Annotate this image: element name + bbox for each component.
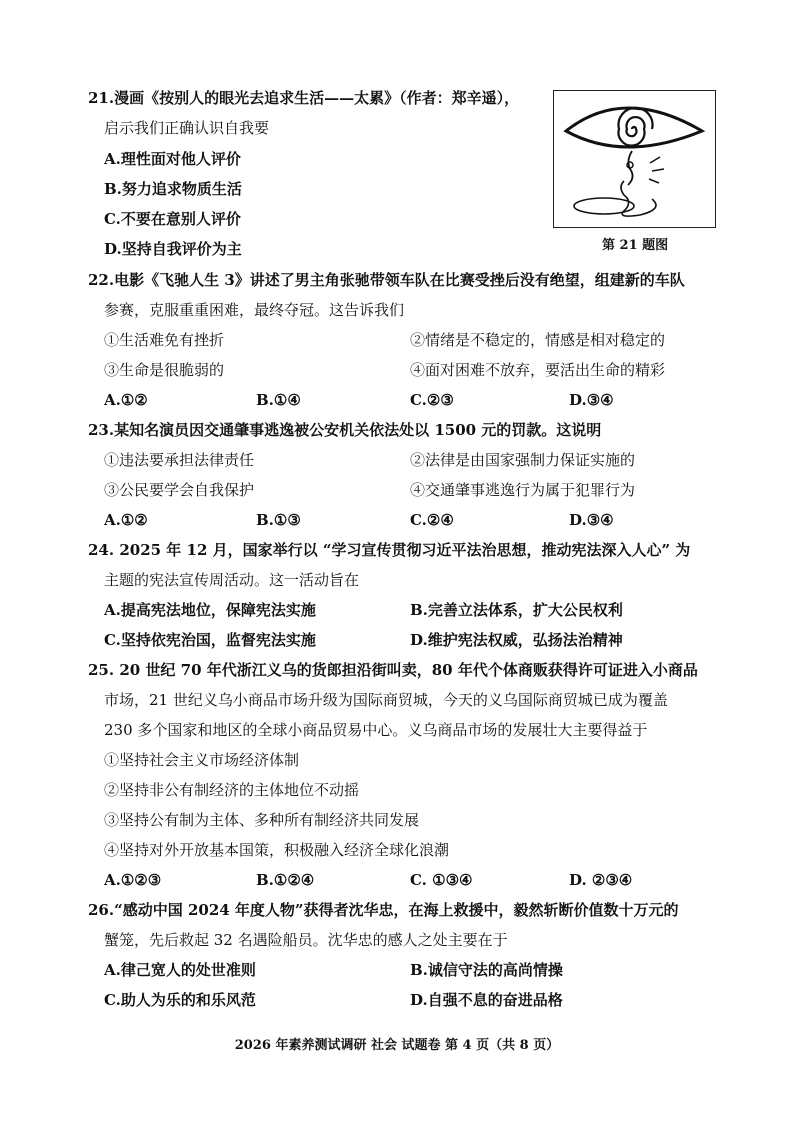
q21-cartoon-figure <box>553 90 716 228</box>
q23-option-d: D.③④ <box>569 511 614 529</box>
q22-option-b: B.①④ <box>256 391 301 409</box>
q26-option-c: C.助人为乐的和乐风范 <box>104 991 256 1009</box>
q21-option-d: D.坚持自我评价为主 <box>104 240 242 258</box>
q23-stem: 23.某知名演员因交通肇事逃逸被公安机关依法处以 1500 元的罚款。这说明 <box>88 421 602 439</box>
q25-item-1: ①坚持社会主义市场经济体制 <box>104 751 300 769</box>
q21-option-a: A.理性面对他人评价 <box>104 150 241 168</box>
q22-stem: 22.电影《飞驰人生 3》讲述了男主角张驰带领车队在比赛受挫后没有绝望，组建新的车队 <box>88 271 685 289</box>
q24-option-c: C.坚持依宪治国，监督宪法实施 <box>104 631 316 649</box>
q25-option-d: D. ②③④ <box>569 871 633 889</box>
q24-option-a: A.提高宪法地位，保障宪法实施 <box>104 601 316 619</box>
q23-item-3: ③公民要学会自我保护 <box>104 481 255 499</box>
q25-item-4: ④坚持对外开放基本国策，积极融入经济全球化浪潮 <box>104 841 450 859</box>
q22-item-1: ①生活难免有挫折 <box>104 331 225 349</box>
q25-item-3: ③坚持公有制为主体、多种所有制经济共同发展 <box>104 811 420 829</box>
q22-option-c: C.②③ <box>410 391 454 409</box>
eye-cartoon-illustration <box>554 91 714 226</box>
q21-figure-caption: 第 21 题图 <box>602 238 669 253</box>
q26-stem: 26.“感动中国 2024 年度人物”获得者沈华忠，在海上救援中，毅然斩断价值数十万元的 <box>88 901 679 919</box>
q24-option-b: B.完善立法体系，扩大公民权利 <box>410 601 623 619</box>
q25-option-b: B.①②④ <box>256 871 315 889</box>
q21-stem-line2: 启示我们正确认识自我要 <box>104 119 270 137</box>
q25-stem-line2: 市场，21 世纪义乌小商品市场升级为国际商贸城，今天的义乌国际商贸城已成为覆盖 <box>104 691 668 709</box>
q22-item-2: ②情绪是不稳定的，情感是相对稳定的 <box>410 331 666 349</box>
q23-option-b: B.①③ <box>256 511 301 529</box>
q26-stem-line2: 蟹笼，先后救起 32 名遇险船员。沈华忠的感人之处主要在于 <box>104 931 508 949</box>
q24-stem: 24. 2025 年 12 月，国家举行以 “学习宣传贯彻习近平法治思想，推动宪法深入人心” 为 <box>88 541 691 559</box>
q26-option-a: A.律己宽人的处世准则 <box>104 961 256 979</box>
q26-option-b: B.诚信守法的高尚情操 <box>410 961 563 979</box>
q24-stem-line2: 主题的宪法宣传周活动。这一活动旨在 <box>104 571 360 589</box>
q25-stem-line3: 230 多个国家和地区的全球小商品贸易中心。义乌商品市场的发展壮大主要得益于 <box>104 721 648 739</box>
page-footer: 2026 年素养测试调研 社会 试题卷 第 4 页（共 8 页） <box>234 1038 560 1053</box>
q23-option-a: A.①② <box>104 511 148 529</box>
q22-item-4: ④面对困难不放弃，要活出生命的精彩 <box>410 361 666 379</box>
q25-item-2: ②坚持非公有制经济的主体地位不动摇 <box>104 781 360 799</box>
q22-item-3: ③生命是很脆弱的 <box>104 361 225 379</box>
q23-option-c: C.②④ <box>410 511 454 529</box>
q23-item-1: ①违法要承担法律责任 <box>104 451 255 469</box>
q24-option-d: D.维护宪法权威，弘扬法治精神 <box>410 631 623 649</box>
q22-option-a: A.①② <box>104 391 148 409</box>
q26-option-d: D.自强不息的奋进品格 <box>410 991 563 1009</box>
q22-option-d: D.③④ <box>569 391 614 409</box>
q22-stem-line2: 参赛，克服重重困难，最终夺冠。这告诉我们 <box>104 301 405 319</box>
q21-option-b: B.努力追求物质生活 <box>104 180 242 198</box>
q23-item-4: ④交通肇事逃逸行为属于犯罪行为 <box>410 481 636 499</box>
q23-item-2: ②法律是由国家强制力保证实施的 <box>410 451 636 469</box>
q25-stem: 25. 20 世纪 70 年代浙江义乌的货郎担沿街叫卖，80 年代个体商贩获得许可证进入小商品 <box>88 661 698 679</box>
q21-option-c: C.不要在意别人评价 <box>104 210 241 228</box>
q21-stem: 21.漫画《按别人的眼光去追求生活——太累》（作者：郑辛遥）， <box>88 89 520 107</box>
q25-option-c: C. ①③④ <box>410 871 473 889</box>
q25-option-a: A.①②③ <box>104 871 162 889</box>
